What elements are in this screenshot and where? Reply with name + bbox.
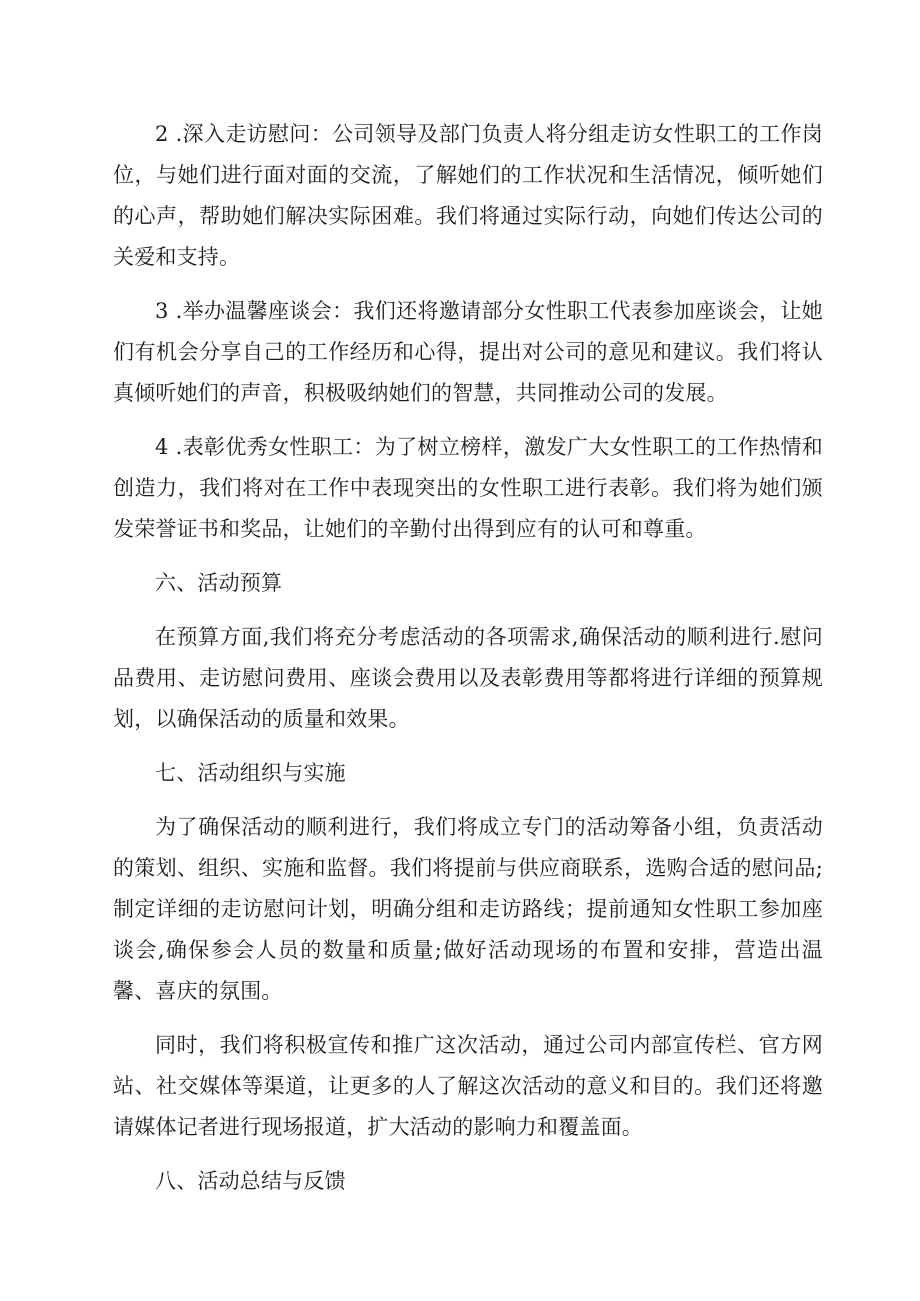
list-item-forum: 3 .举办温馨座谈会：我们还将邀请部分女性职工代表参加座谈会，让她们有机会分享自己的工作经历和心得，提出对公司的意见和建议。我们将认真倾听她们的声音，积极吸纳她们的智慧，共同推动公司的发展。 [113, 299, 823, 405]
document-body [113, 114, 823, 1215]
section-heading-summary: 八、活动总结与反馈 [155, 1169, 346, 1193]
paragraph-promotion: 同时，我们将积极宣传和推广这次活动，通过公司内部宣传栏、官方网站、社交媒体等渠道，让更多的人了解这次活动的意义和目的。我们还将邀请媒体记者进行现场报道，扩大活动的影响力和覆盖面。 [113, 1033, 823, 1139]
list-item-commendation: 4 .表彰优秀女性职工：为了树立榜样，激发广大女性职工的工作热情和创造力，我们将对在工作中表现突出的女性职工进行表彰。我们将为她们颁发荣誉证书和奖品，让她们的辛勤付出得到应有的认可和尊重。 [113, 435, 823, 541]
paragraph-budget: 在预算方面,我们将充分考虑活动的各项需求,确保活动的顺利进行.慰问品费用、走访慰问费用、座谈会费用以及表彰费用等都将进行详细的预算规划，以确保活动的质量和效果。 [113, 625, 823, 731]
paragraph-organization: 为了确保活动的顺利进行，我们将成立专门的活动筹备小组，负责活动的策划、组织、实施和监督。我们将提前与供应商联系，选购合适的慰问品;制定详细的走访慰问计划，明确分组和走访路线；提前通知女性职工参加座谈会,确保参会人员的数量和质量;做好活动现场的布置和安排，营造出温馨、喜庆的氛围。 [113, 815, 823, 1003]
section-heading-organization: 七、活动组织与实施 [155, 761, 346, 785]
section-heading-budget: 六、活动预算 [155, 571, 283, 595]
list-item-visit: 2 .深入走访慰问：公司领导及部门负责人将分组走访女性职工的工作岗位，与她们进行面对面的交流，了解她们的工作状况和生活情况，倾听她们的心声，帮助她们解决实际困难。我们将通过实际行动，向她们传达公司的关爱和支持。 [113, 122, 823, 269]
